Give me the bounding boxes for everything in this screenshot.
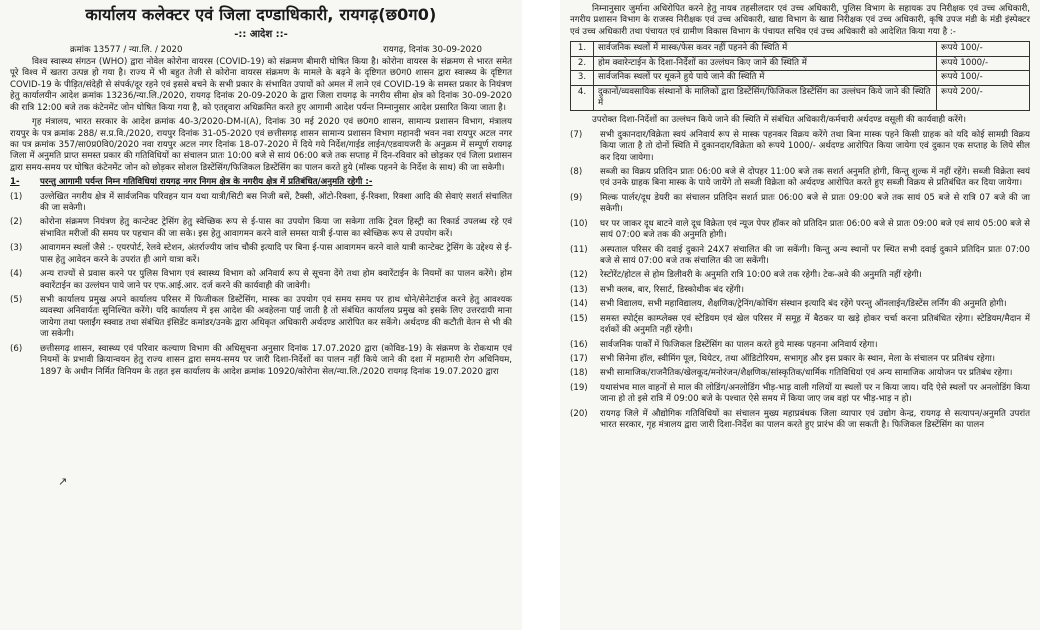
right-item-list bbox=[570, 130, 1030, 432]
numbered-clause bbox=[10, 344, 512, 378]
numbered-clause bbox=[10, 217, 512, 240]
clause-number: (4) bbox=[10, 269, 23, 280]
fine-amount: रूपये 200/- bbox=[937, 85, 1030, 111]
fine-row bbox=[571, 56, 1030, 70]
section-number: 1- bbox=[10, 177, 20, 188]
numbered-clause bbox=[10, 269, 512, 292]
numbered-clause bbox=[570, 245, 1030, 268]
numbered-clause bbox=[570, 299, 1030, 310]
fine-row bbox=[571, 85, 1030, 111]
clause-text: समस्त स्पोर्ट्स काम्प्लेक्स एवं स्टेडियम एवं खेल परिसर में समूह में बैठकर या खड़े होकर चर्चा करना प्रतिबंधित रहेगा। स्टेडियम/मैदान में दर्शकों की अनुमति नहीं रहेगी। bbox=[600, 313, 1030, 336]
page-gutter bbox=[522, 0, 560, 630]
intro-paragraph: विश्व स्वास्थ्य संगठन (WHO) द्वारा नोवेल कोरोना वायरस (COVID-19) को संक्रमण बीमारी घोषित किया है। कोरोना वायरस के संक्रमण से भारत समेत पूरे विश्व में खतरा उत्पन्न हो गया है। राज्य में भी बहुत तेजी से कोरोना वायरस संक्रमण के मामले के बढ़ने के दृष्टिगत छ0ग0 शासन द्वारा स्वास्थ्य के दृष्टिगत COVID-19 के पीड़ित/संदेही से संपर्क/दूर रहने एवं इससे बचने के सभी प्रकार के संभावित उपायों को अमल में लाने एवं COVID-19 के समस्त प्रकार के नियंत्रण हेतु कार्यालयीन आदेश क्रमांक 13236/न्या.लि./2020, रायगढ़ दिनांक 20-09-2020 के द्वारा जिला रायगढ़ के नगरीय सीमा क्षेत्र को दिनांक 30-09-2020 की रात्रि 12:00 बजे तक कंटेनमेंट जोन घोषित किया गया है, को एतद्द्वारा अधिक्रमित करते हुए आगामी आदेश पर्यन्त निम्नानुसार आदेश प्रसारित किया जाता है। bbox=[10, 56, 512, 113]
clause-number: (12) bbox=[570, 270, 588, 281]
office-heading: कार्यालय कलेक्टर एवं जिला दण्डाधिकारी, रायगढ़(छ0ग0) bbox=[85, 5, 437, 24]
numbered-clause bbox=[10, 295, 512, 341]
order-reference-row bbox=[70, 45, 482, 56]
clause-number: (3) bbox=[10, 243, 23, 254]
pen-mark: ↗ bbox=[58, 475, 68, 488]
clause-number: (20) bbox=[570, 408, 588, 419]
numbered-clause bbox=[570, 340, 1030, 351]
fine-row bbox=[571, 42, 1030, 56]
right-page bbox=[560, 0, 1040, 630]
clause-text: सार्वजनिक पार्कों में फिजिकल डिस्टेंसिंग का पालन करते हुये मास्क पहनना अनिवार्य रहेगा। bbox=[600, 339, 878, 350]
fine-intro-paragraph: निम्नानुसार जुर्माना अधिरोपित करने हेतु नायब तहसीलदार एवं उच्च अधिकारी, पुलिस विभाग के सहायक उप निरीक्षक एवं उच्च अधिकारी, नगरीय प्रशासन विभाग के राजस्व निरीक्षक एवं उच्च अधिकारी, खाद्य विभाग के खाद्य निरीक्षक एवं उच्च अधिकारी, कृषि उपज मंडी के मंडी इंस्पेक्टर एवं उच्च अधिकारी तथा पंचायत एवं ग्रामीण विकास विभाग के पंचायत सचिव एवं उच्च अधिकारी को आदेशित किया गया है :- bbox=[570, 4, 1030, 37]
clause-number: (7) bbox=[570, 129, 583, 140]
numbered-clause bbox=[570, 167, 1030, 190]
fine-violation: सार्वजनिक स्थलों पर थूकने हुये पाये जाने की स्थिति में bbox=[594, 71, 937, 85]
fine-violation: होम क्वारेन्टाईन के दिशा-निर्देशों का उल्लंघन किए जाने की स्थिति में bbox=[594, 56, 937, 70]
clause-number: (8) bbox=[570, 167, 583, 178]
clause-number: (18) bbox=[570, 368, 588, 379]
numbered-clause bbox=[570, 368, 1030, 379]
section-heading bbox=[10, 177, 512, 188]
clause-number: (6) bbox=[10, 343, 23, 354]
clause-text: छत्तीसगढ़ शासन, स्वास्थ्य एवं परिवार कल्याण विभाग की अधिसूचना अनुसार दिनांक 17.07.2020 द्वारा (कोविड-19) के संक्रमण के रोकथाम एवं नियमों के प्रभावी क्रियान्वयन हेतु राज्य शासन द्वारा समय-समय पर जारी दिशा-निर्देशों का पालन नहीं किये जाने की दशा में महामारी रोग अधिनियम, 1897 के अधीन निर्मित विनियम के तहत इस कार्यालय के आदेश क्रमांक 10920/कोरोना सेल/न्या.लि./2020 रायगढ़ दिनांक 19.07.2020 द्वारा bbox=[40, 343, 512, 377]
fine-number: 4. bbox=[571, 85, 594, 111]
fine-violation: दुकानों/व्यवसायिक संस्थानों के मालिकों द्वारा डिस्टेंसिंग/फिजिकल डिस्टेंसिंग का उल्लंघन किये जाने की स्थिति में bbox=[594, 85, 937, 111]
numbered-clause bbox=[570, 314, 1030, 337]
numbered-clause bbox=[10, 243, 512, 266]
fine-amount: रूपये 1000/- bbox=[937, 56, 1030, 70]
fine-amount: रूपये 100/- bbox=[937, 42, 1030, 56]
numbered-clause bbox=[570, 354, 1030, 365]
clause-text: कोरोना संक्रमण नियंत्रण हेतु कान्टेक्ट ट्रेसिंग हेतु स्वेच्छिक रूप से ई-पास का उपयोग किया जा सकेगा ताकि ट्रेवल हिस्ट्री का रिकार्ड उपलब्ध रहे एवं संभावित मरीजों की समय पर पहचान की जा सके। इस हेतु आवागमन करने वाले समस्त यात्री ई-पास का स्वेच्छिक रूप से उपयोग करें। bbox=[40, 217, 512, 239]
clause-text: रायगढ़ जिले में औद्योगिक गतिविधियों का संचालन मुख्य महाप्रबंधक जिला व्यापार एवं उद्योग केन्द्र, रायगढ़ से सत्यापन/अनुमति उपरांत भारत सरकार, गृह मंत्रालय द्वारा जारी दिशा-निर्देश का पालन करते हुए प्रारंभ की जा सकती है। फिजिकल डिस्टेंसिंग का पालन bbox=[600, 408, 1030, 431]
clause-number: (11) bbox=[570, 244, 588, 255]
numbered-clause bbox=[570, 130, 1030, 164]
clause-text: सभी विद्यालय, सभी महाविद्यालय, शैक्षणिक/ट्रेनिंग/कोचिंग संस्थान इत्यादि बंद रहेंगे परन्तु ऑनलाईन/डिस्टेंस लर्निंग की अनुमति होगी। bbox=[600, 299, 1007, 310]
numbered-clause bbox=[570, 193, 1030, 216]
clause-number: (10) bbox=[570, 218, 588, 229]
fine-number: 2. bbox=[571, 56, 594, 70]
clause-text: सभी सामाजिक/राजनैतिक/खेलकूद/मनोरंजन/शैक्षणिक/सांस्कृतिक/धार्मिक गतिविधियां एवं अन्य सामाजिक आयोजन पर प्रतिबंध रहेगा। bbox=[600, 368, 1013, 379]
fine-amount: रूपये 100/- bbox=[937, 71, 1030, 85]
clause-number: (9) bbox=[570, 192, 583, 203]
clause-number: (17) bbox=[570, 353, 588, 364]
fine-violation: सार्वजनिक स्थलों में मास्क/फेस कवर नहीं पहनने की स्थिति में bbox=[594, 42, 937, 56]
numbered-clause bbox=[570, 219, 1030, 242]
section-title: परन्तु आगामी पर्यन्त निम्न गतिविधियां रायगढ़ नगर निगम क्षेत्र के नगरीय क्षेत्र में प्रतिबंधित/अनुमति रहेगी :- bbox=[40, 177, 373, 188]
left-item-list bbox=[10, 192, 512, 378]
second-paragraph: गृह मंत्रालय, भारत सरकार के आदेश क्रमांक 40-3/2020-DM-I(A), दिनांक 30 मई 2020 एवं छ0ग0 शासन, सामान्य प्रशासन विभाग, मंत्रालय रायपुर के पत्र क्रमांक 288/ स.प्र.वि./2020, रायपुर दिनांक 31-05-2020 एवं छत्तीसगढ़ शासन सामान्य प्रशासन विभाग महानदी भवन नवा रायपुर अटल नगर का पत्र क्रमांक 357/सा0प्र0वि0/2020 नवा रायपुर अटल नगर दिनांक 18-07-2020 में दिये गये निर्देश/गाईड लाईन/एडवायजरी के अनुक्रम में सम्पूर्ण रायगढ़ जिला में अनुमति प्राप्त समस्त प्रकार की गतिविधियों का संचालन प्रातः 10:00 बजे से सायं 06:00 बजे तक सप्ताह में दिन-रविवार को छोड़कर एवं जिला प्रशासन द्वारा समय-समय पर घोषित कंटेनमेंट जोन को छोड़कर सोशल डिस्टेंसिंग/फिजिकल डिस्टेंसिंग का पालन करते हुये (मॉस्क पहनने के निर्देश के साथ) की जा सकेगी। bbox=[10, 117, 512, 173]
clause-number: (16) bbox=[570, 339, 588, 350]
clause-number: (13) bbox=[570, 284, 588, 295]
clause-text: सभी क्लब, बार, रिसार्ट, डिस्कोथीक बंद रहेंगी। bbox=[600, 284, 745, 295]
clause-number: (2) bbox=[10, 217, 23, 228]
clause-text: आवागमन स्थलों जैसे :- एयरपोर्ट, रेलवे स्टेशन, अंतर्राज्यीय जांच चौकी इत्यादि पर बिना ई-पास आवागमन करने वाले यात्री कान्टेक्ट ट्रेसिंग के उद्देश्य से ई-पास हेतु आवेदन करने के उपरांत ही आगे यात्रा करें। bbox=[40, 243, 512, 265]
numbered-clause bbox=[10, 192, 512, 215]
clause-text: सब्जी का विक्रय प्रतिदिन प्रातः 06:00 बजे से दोपहर 11:00 बजे तक सशर्त अनुमति होगी, किन्तु शुल्क में नहीं रहेंगे। सब्जी विक्रेता स्वयं एवं उनके ग्राहक बिना मास्क के पाये जायेंगे तो सब्जी विक्रेता को अर्थदण्ड आरोपित करते हुए सब्जी विक्रय से प्रतिबंधित कर दिया जायेगा। bbox=[600, 167, 1030, 189]
clause-text: सभी कार्यालय प्रमुख अपने कार्यालय परिसर में फिजीकल डिस्टेंसिंग, मास्क का उपयोग एवं समय समय पर हाथ धोने/सेनेटाईज करने हेतु आवश्यक व्यवस्था अनिवार्यतः सुनिश्चित करेंगे। यदि कार्यालय में इस आदेश की अवहेलना पाई जाती है तो संबंधित कार्यालय प्रमुख को इसके लिए उत्तरदायी माना जायेगा तथा फ्लाईंग स्क्वाड तथा संबंधित इंसिडेंट कमांडर/उनके द्वारा अधिकृत अधिकारी अर्थदण्ड आरोपित कर सकेंगे। अर्थदण्ड की कटौती वेतन से भी की जा सकेगी। bbox=[40, 295, 512, 340]
numbered-clause bbox=[570, 270, 1030, 281]
clause-number: (19) bbox=[570, 382, 588, 393]
clause-text: सभी सिनेमा हॉल, स्वीमिंग पूल, थियेटर, तथा ऑडिटोरियम, सभागृह और इस प्रकार के स्थान, मेला के संचालन पर प्रतिबंध रहेगा। bbox=[600, 353, 996, 364]
order-date: रायगढ़, दिनांक 30-09-2020 bbox=[383, 44, 482, 55]
clause-number: (14) bbox=[570, 299, 588, 310]
clause-text: मिल्क पार्लर/दूध डेयरी का संचालन प्रतिदिन सशर्त प्रातः 06:00 बजे से प्रातः 09:00 बजे तक सायं 05 बजे से रात्रि 07 बजे की जा सकेगी। bbox=[600, 192, 1030, 215]
clause-text: उल्लेखित नगरीय क्षेत्र में सार्वजनिक परिवहन यान यथा यात्री/सिटी बस निजी बसें, टैक्सी, ऑटो-रिक्शा, ई-रिक्शा, रिक्शा आदि की सेवाएं सशर्त संचालित की जा सकेगी। bbox=[40, 191, 512, 214]
order-heading: -:: आदेश ::- bbox=[234, 29, 288, 41]
numbered-clause bbox=[570, 409, 1030, 432]
clause-text: रेस्टोरेंट/होटल से होम डिलीवरी के अनुमति रात्रि 10:00 बजे तक रहेगी। टेक-अवे की अनुमति नहीं रहेगी। bbox=[600, 270, 922, 281]
numbered-clause bbox=[570, 285, 1030, 296]
fine-number: 3. bbox=[571, 71, 594, 85]
fine-number: 1. bbox=[571, 42, 594, 56]
clause-text: घर पर जाकर दूध बाटने वाले दूध विक्रेता एवं न्यूज पेपर हॉकर को प्रतिदिन प्रातः 06:00 बजे से प्रातः 09:00 बजे एवं सायं 05:00 बजे से सायं 07:00 बजे तक की अनुमति होगी। bbox=[600, 218, 1030, 241]
clause-number: (5) bbox=[10, 295, 23, 305]
clause-text: अन्य राज्यों से प्रवास करने पर पुलिस विभाग एवं स्वास्थ्य विभाग को अनिवार्य रूप से सूचना देंगे तथा होम क्वारेंटाईन के नियमों का पालन करेंगे। होम क्वारेंटाईन का उल्लंघन पाये जाने पर एफ.आई.आर. दर्ज करने की कार्यवाही की जावेगी। bbox=[40, 269, 512, 291]
clause-text: सभी दुकानदार/विक्रेता स्वयं अनिवार्य रूप से मास्क पहनकर विक्रय करेंगे तथा बिना मास्क पहने किसी ग्राहक को यदि कोई सामग्री विक्रय किया जाता है तो दोनों स्थिति में दुकानदार/विक्रेता को रूपये 1000/- अर्थदण्ड आरोपित किया जायेगा एवं दुकान एक सप्ताह के लिये सील कर दिया जायेगा। bbox=[600, 129, 1030, 163]
clause-text: अस्पताल परिसर की दवाई दुकाने 24X7 संचालित की जा सकेंगी। किन्तु अन्य स्थानों पर स्थित सभी दवाई दुकाने प्रतिदिन प्रातः 07:00 बजे से सायं 07:00 बजे तक संचालित की जा सकेंगी। bbox=[600, 244, 1030, 267]
clause-number: (1) bbox=[10, 191, 23, 202]
fine-row bbox=[571, 71, 1030, 85]
order-number: क्रमांक 13577 / न्या.लि. / 2020 bbox=[70, 44, 183, 55]
clause-number: (15) bbox=[570, 313, 588, 324]
clause-text: यथासंभव माल वाहनों से माल की लोडिंग/अनलोडिंग भीड़-भाड़ वाली गलियों या स्थलों पर न किया जाय। यदि ऐसे स्थलों पर अनलोडिंग किया जाना हो तो इसे रात्रि में 09:00 बजे के पश्चात ऐसे समय में किया जाए जब वहां पर भीड़-भाड़ न हो। bbox=[600, 382, 1030, 405]
fine-table bbox=[570, 41, 1030, 111]
numbered-clause bbox=[570, 383, 1030, 406]
after-table-paragraph: उपरोक्त दिशा-निर्देशों का उल्लंघन किये जाने की स्थिति में संबंधित अधिकारी/कर्मचारी अर्थदण्ड वसूली की कार्यवाही करेंगे। bbox=[592, 115, 967, 126]
